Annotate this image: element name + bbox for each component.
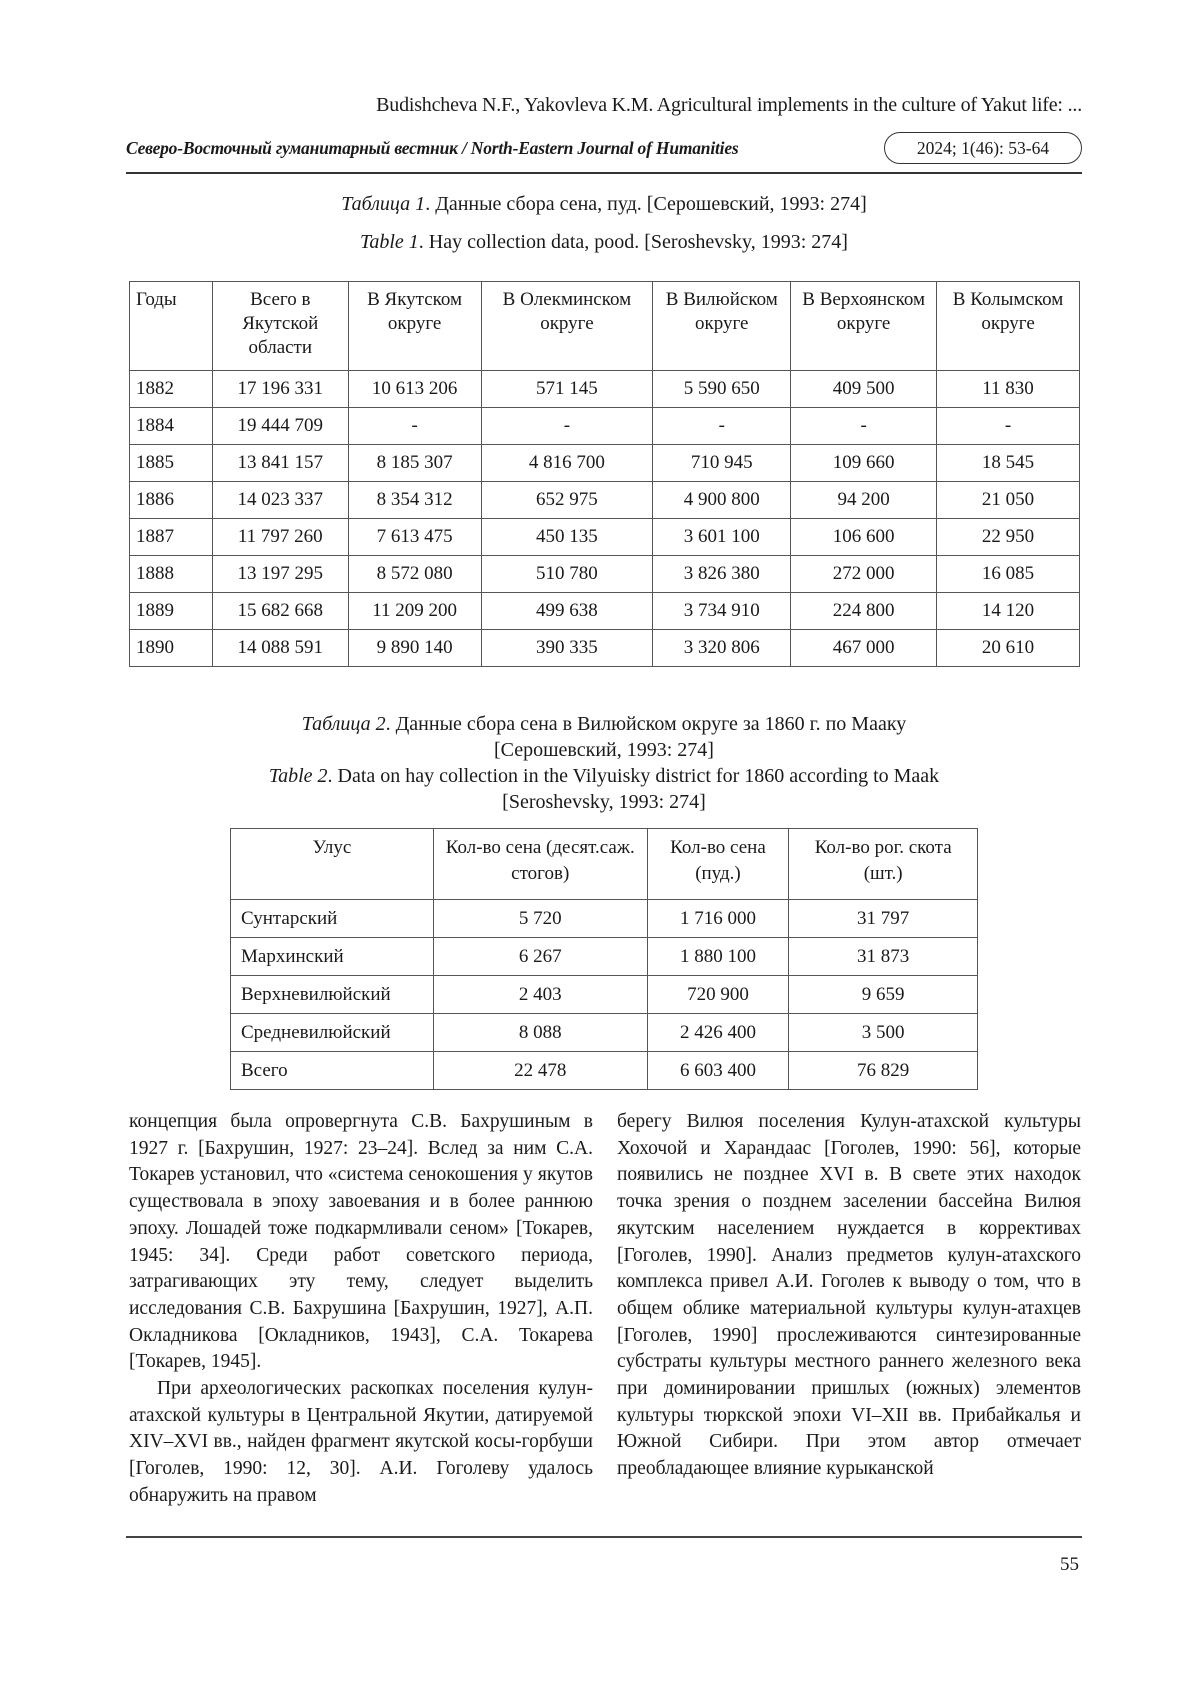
row-label-cell: Сунтарский [231, 900, 434, 938]
table-cell: 22 950 [937, 519, 1080, 556]
table-cell: 224 800 [791, 593, 937, 630]
table2-caption-ru [126, 711, 1082, 737]
table-cell: 652 975 [481, 482, 653, 519]
table-cell: 11 209 200 [348, 593, 481, 630]
table-cell: 8 572 080 [348, 556, 481, 593]
table-cell: 14 088 591 [212, 630, 348, 667]
table-cell: - [937, 408, 1080, 445]
table1-caption-en-label: Table 1 [360, 231, 419, 253]
table-cell: 109 660 [791, 445, 937, 482]
table-cell: 4 816 700 [481, 445, 653, 482]
table-cell: - [348, 408, 481, 445]
row-label-cell: Мархинский [231, 938, 434, 976]
paragraph: При археологических раскопках поселения кулун-атахской культуры в Центральной Якутии, датируемой XIV–XVI вв., найден фрагмент якутской косы-горбуши [Гоголев, 1990: 12, 30]. А.И. Гоголеву удалось обнаружить на правом [129, 1378, 593, 1506]
table-row [130, 519, 1080, 556]
table-cell: 499 638 [481, 593, 653, 630]
table-row [130, 482, 1080, 519]
table-cell: 9 890 140 [348, 630, 481, 667]
table-cell: 1 880 100 [647, 938, 789, 976]
row-label-cell: 1887 [130, 519, 213, 556]
paragraph: берегу Вилюя поселения Кулун-атахской культуры Хохочой и Харандаас [Гоголев, 1990: 56], которые появились не позднее XVI в. В свете этих находок точка зрения о позднем заселении бассейна Вилюя якутским населением нуждается в коррективах [Гоголев, 1990]. Анализ предметов кулун-атахского комплекса привел А.И. Гоголев к выводу о том, что в общем облике материальной культуры кулун-атахцев [Гоголев, 1990] прослеживаются синтезированные субстраты культуры местного раннего железного века при доминировании пришлых (южных) элементов культуры тюркской эпохи VI–XII вв. Прибайкалья и Южной Сибири. При этом автор отмечает преобладающее влияние курыканской [617, 1111, 1081, 1480]
table2-caption-ru-source: [Серошевский, 1993: 274] [494, 739, 714, 761]
table-row [130, 371, 1080, 408]
row-label-cell: 1889 [130, 593, 213, 630]
row-label-cell: Всего [231, 1052, 434, 1090]
column-header: В Вилюйском округе [653, 282, 791, 371]
column-header: В Верхоянском округе [791, 282, 937, 371]
journal-line [126, 132, 1082, 166]
table-cell: 11 830 [937, 371, 1080, 408]
row-label-cell: 1884 [130, 408, 213, 445]
table-cell: 16 085 [937, 556, 1080, 593]
footer-divider [126, 1536, 1082, 1538]
table-cell: - [791, 408, 937, 445]
table-cell: - [481, 408, 653, 445]
table-cell: 6 603 400 [647, 1052, 789, 1090]
table-row [130, 408, 1080, 445]
table-row [130, 556, 1080, 593]
column-header: В Якутском округе [348, 282, 481, 371]
column-header: Кол-во сена (десят.саж. стогов) [433, 829, 647, 900]
table-cell: 94 200 [791, 482, 937, 519]
table-cell: 18 545 [937, 445, 1080, 482]
table2-caption-en [126, 763, 1082, 789]
vilyuisky-hay-table [230, 828, 978, 1090]
table-cell: 720 900 [647, 976, 789, 1014]
table2-caption-en-text: . Data on hay collection in the Vilyuisky district for 1860 according to Maak [327, 765, 940, 787]
column-header: Всего в Якутской области [212, 282, 348, 371]
table1-caption-en-text: . Hay collection data, pood. [Seroshevsky, 1993: 274] [418, 231, 848, 253]
table-cell: 409 500 [791, 371, 937, 408]
table-cell: 710 945 [653, 445, 791, 482]
table-cell: 31 873 [789, 938, 978, 976]
table-cell: 21 050 [937, 482, 1080, 519]
issue-badge: 2024; 1(46): 53-64 [884, 132, 1082, 164]
table-cell: 6 267 [433, 938, 647, 976]
row-label-cell: 1882 [130, 371, 213, 408]
table-cell: 9 659 [789, 976, 978, 1014]
table-cell: 14 120 [937, 593, 1080, 630]
table-cell: 13 197 295 [212, 556, 348, 593]
column-header: В Колымском округе [937, 282, 1080, 371]
table-row [231, 1014, 978, 1052]
row-label-cell: Средневилюйский [231, 1014, 434, 1052]
column-header: Кол-во сена (пуд.) [647, 829, 789, 900]
table-cell: 5 720 [433, 900, 647, 938]
journal-title: Северо-Восточный гуманитарный вестник / North-Eastern Journal of Humanities [126, 138, 739, 158]
table-cell: 3 500 [789, 1014, 978, 1052]
table-row [231, 976, 978, 1014]
table-cell: 11 797 260 [212, 519, 348, 556]
page-number: 55 [1060, 1554, 1079, 1575]
table-cell: 571 145 [481, 371, 653, 408]
table-cell: 20 610 [937, 630, 1080, 667]
row-label-cell: Верхневилюйский [231, 976, 434, 1014]
table-row [231, 1052, 978, 1090]
column-header: Кол-во рог. скота (шт.) [789, 829, 978, 900]
table-row [231, 900, 978, 938]
row-label-cell: 1888 [130, 556, 213, 593]
table-cell: 3 734 910 [653, 593, 791, 630]
table-row [130, 593, 1080, 630]
body-column-left [129, 1109, 593, 1510]
table-cell: 2 403 [433, 976, 647, 1014]
header-divider [126, 172, 1082, 174]
table2-caption-ru-text: . Данные сбора сена в Вилюйском округе за 1860 г. по Мааку [385, 713, 907, 735]
table-row [130, 630, 1080, 667]
hay-collection-table [129, 281, 1080, 667]
table-cell: 14 023 337 [212, 482, 348, 519]
table-cell: 467 000 [791, 630, 937, 667]
table-cell: 8 354 312 [348, 482, 481, 519]
table-cell: 22 478 [433, 1052, 647, 1090]
table-cell: 510 780 [481, 556, 653, 593]
table-header-row [130, 282, 1080, 371]
table2-caption-en-source: [Seroshevsky, 1993: 274] [502, 791, 706, 813]
table1-caption-en [126, 229, 1082, 255]
body-column-right [617, 1109, 1081, 1483]
column-header: В Олекминском округе [481, 282, 653, 371]
table-cell: 390 335 [481, 630, 653, 667]
table-header-row [231, 829, 978, 900]
table-cell: 2 426 400 [647, 1014, 789, 1052]
table-cell: 15 682 668 [212, 593, 348, 630]
table-cell: 450 135 [481, 519, 653, 556]
table-row [231, 938, 978, 976]
table2-caption-en-label: Table 2 [268, 765, 328, 787]
table-cell: 1 716 000 [647, 900, 789, 938]
table-cell: 31 797 [789, 900, 978, 938]
row-label-cell: 1885 [130, 445, 213, 482]
table-cell: 8 185 307 [348, 445, 481, 482]
table-cell: 17 196 331 [212, 371, 348, 408]
table-cell: 3 826 380 [653, 556, 791, 593]
table-cell: 13 841 157 [212, 445, 348, 482]
table-cell: 5 590 650 [653, 371, 791, 408]
row-label-cell: 1890 [130, 630, 213, 667]
table-cell: - [653, 408, 791, 445]
table-cell: 76 829 [789, 1052, 978, 1090]
table-cell: 106 600 [791, 519, 937, 556]
table-cell: 272 000 [791, 556, 937, 593]
paragraph: концепция была опровергнута С.В. Бахрушиным в 1927 г. [Бахрушин, 1927: 23–24]. Вслед за ним С.А. Токарев установил, что «система сенокошения у якутов существовала в эпоху завоевания и в более раннюю эпоху. Лошадей тоже подкармливали сеном» [Токарев, 1945: 34]. Среди работ советского периода, затрагивающих эту тему, следует выделить исследования С.В. Бахрушина [Бахрушин, 1927], А.П. Окладникова [Окладников, 1943], С.А. Токарева [Токарев, 1945]. [129, 1111, 593, 1373]
column-header: Годы [130, 282, 213, 371]
table2-caption-ru-label: Таблица 2 [301, 713, 386, 735]
running-head: Budishcheva N.F., Yakovleva K.M. Agricultural implements in the culture of Yakut life: ... [376, 94, 1082, 116]
row-label-cell: 1886 [130, 482, 213, 519]
table-row [130, 445, 1080, 482]
table-cell: 19 444 709 [212, 408, 348, 445]
table-cell: 8 088 [433, 1014, 647, 1052]
table1-caption-ru-label: Таблица 1 [341, 193, 426, 215]
table-cell: 10 613 206 [348, 371, 481, 408]
table1-caption-ru-text: . Данные сбора сена, пуд. [Серошевский, 1993: 274] [425, 193, 867, 215]
column-header: Улус [231, 829, 434, 900]
table-cell: 3 320 806 [653, 630, 791, 667]
table-cell: 3 601 100 [653, 519, 791, 556]
table-cell: 4 900 800 [653, 482, 791, 519]
table1-caption-ru [126, 191, 1082, 217]
table-cell: 7 613 475 [348, 519, 481, 556]
